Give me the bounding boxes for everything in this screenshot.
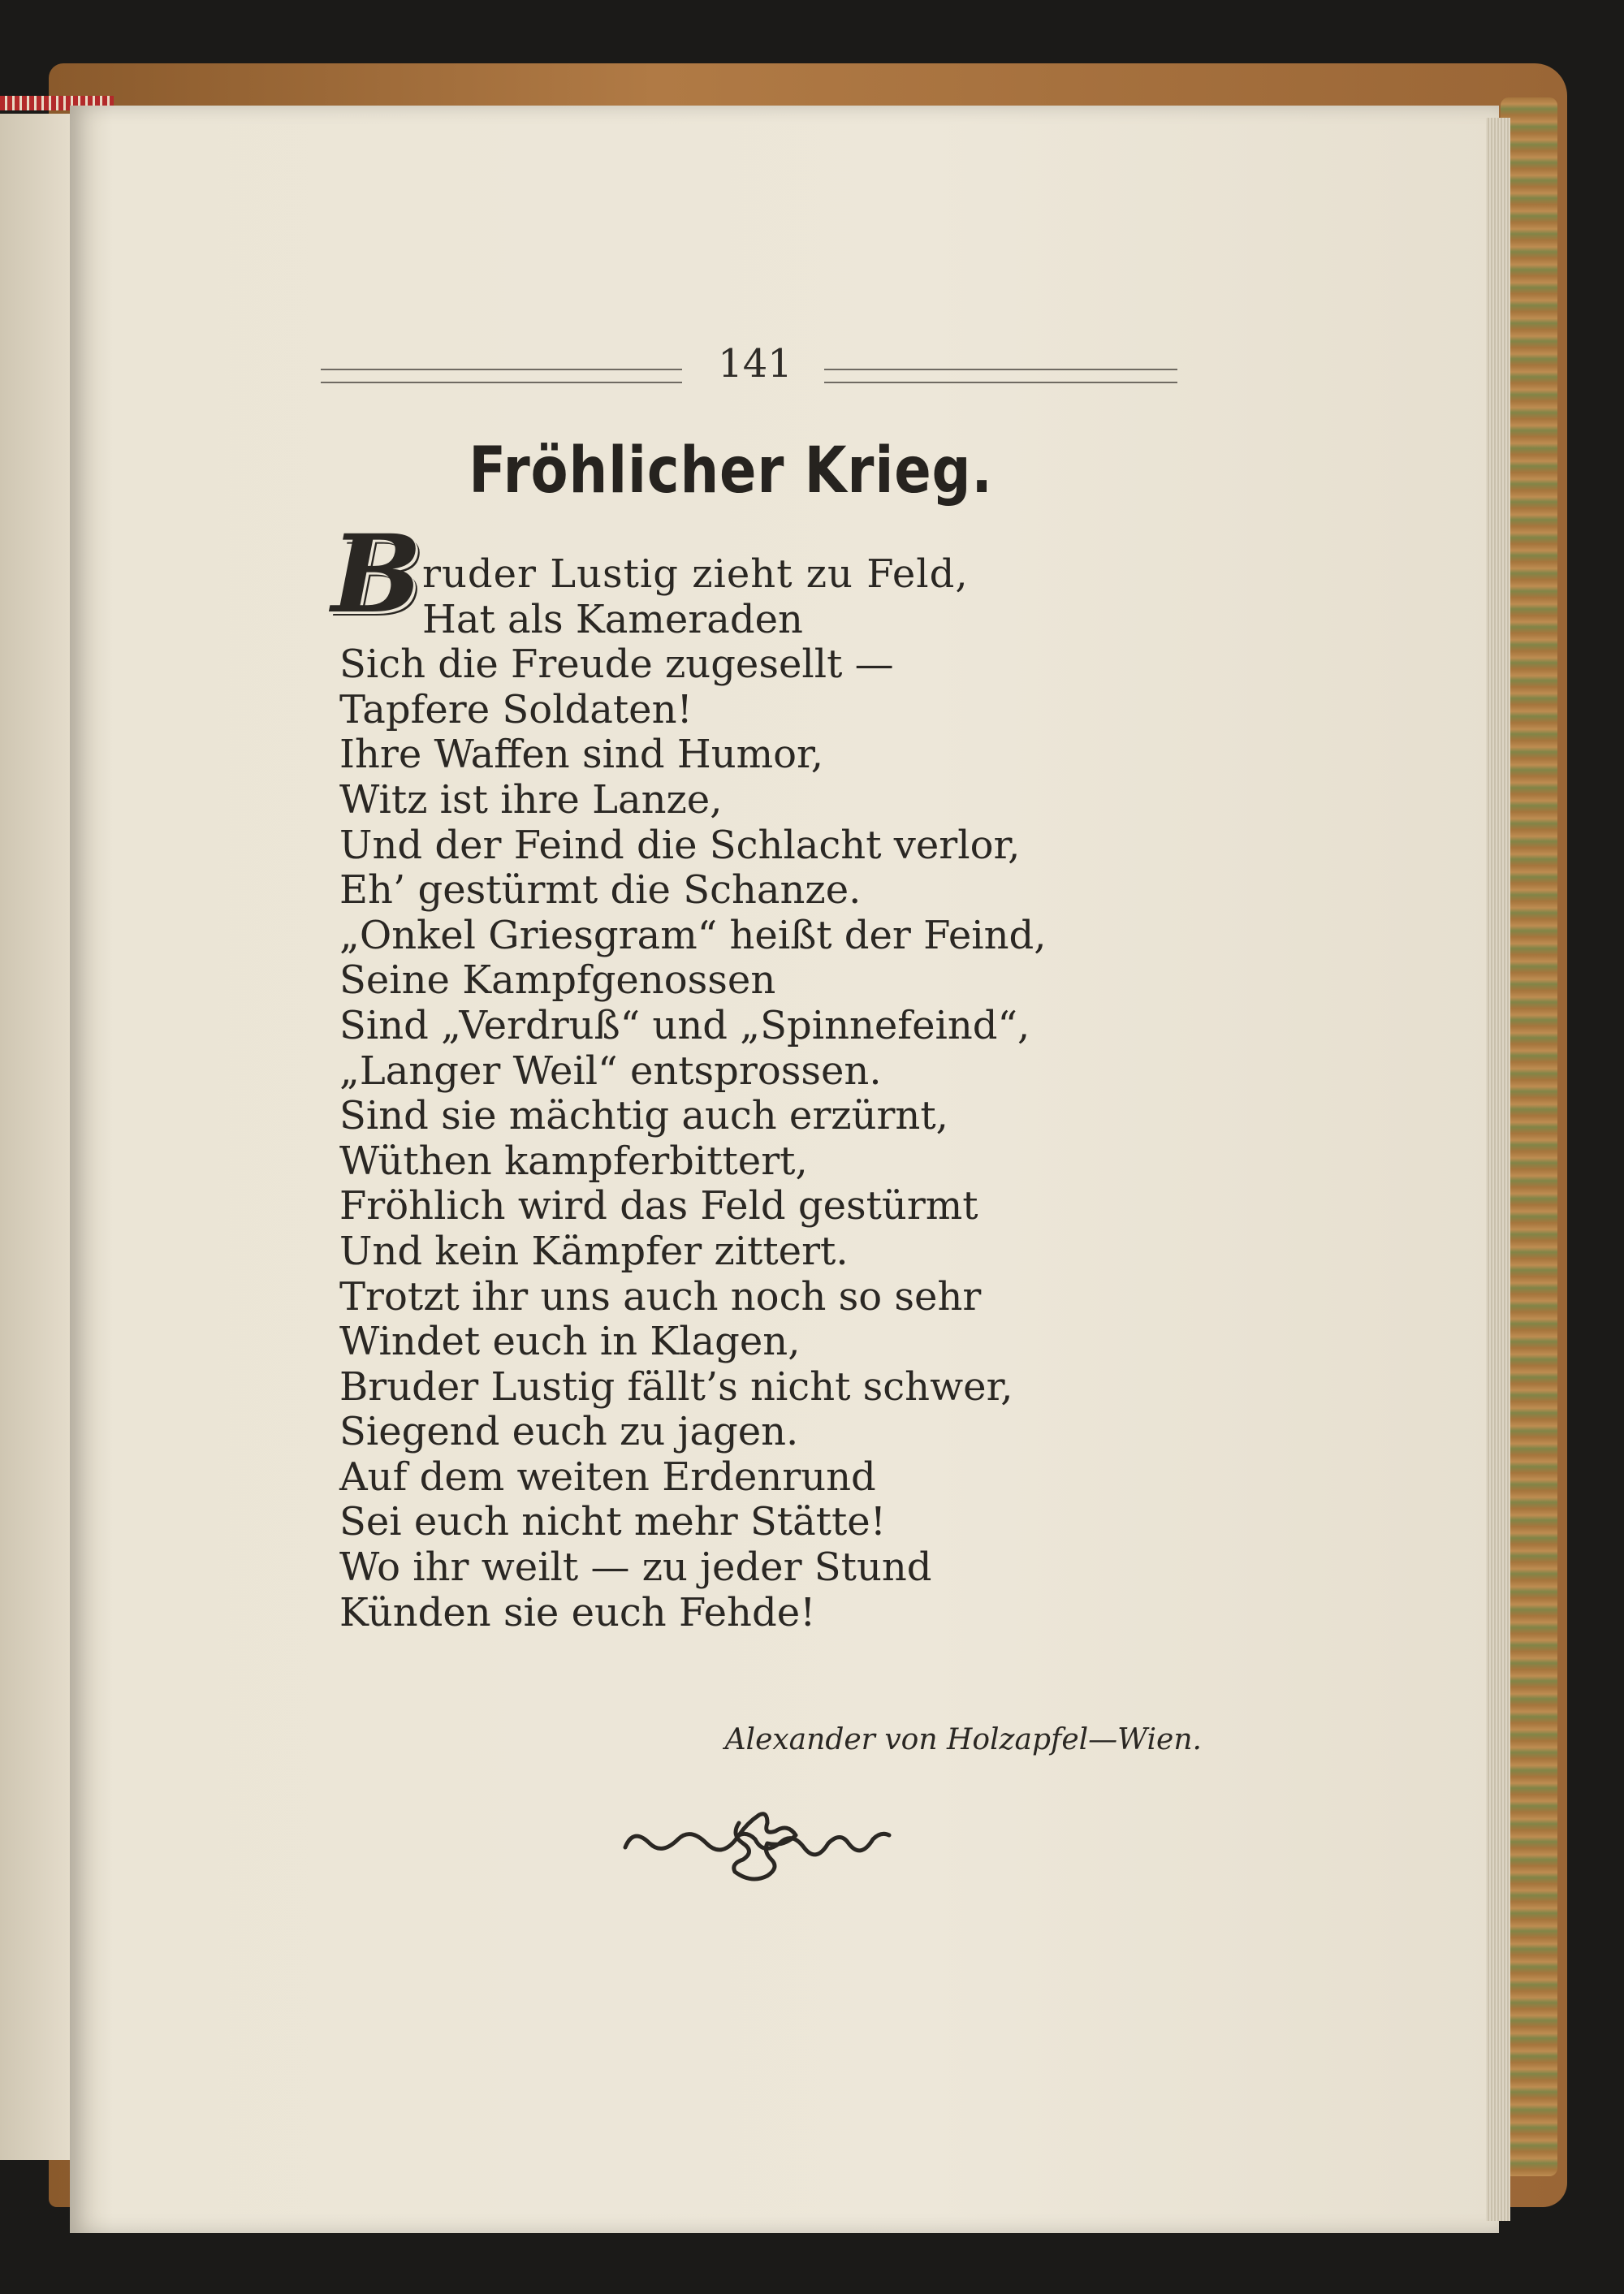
poem-line: Sind sie mächtig auch erzürnt, — [339, 1093, 948, 1139]
poem-line: Seine Kampfgenossen — [339, 957, 776, 1004]
poem-line: Wo ihr weilt — zu jeder Stund — [339, 1544, 932, 1591]
poem-line: Bruder Lustig fällt’s nicht schwer, — [339, 1363, 1013, 1410]
page-fore-edge — [1486, 118, 1510, 2221]
poem-line: „Onkel Griesgram“ heißt der Feind, — [339, 912, 1047, 958]
poem-line: Fröhlich wird das Feld gestürmt — [339, 1183, 978, 1229]
poem-line: Sind „Verdruß“ und „Spinnefeind“, — [339, 1002, 1030, 1048]
poem-line: ruder Lustig zieht zu Feld, — [422, 551, 969, 597]
poem-line: Sei euch nicht mehr Stätte! — [339, 1499, 886, 1545]
poem-line: Und kein Kämpfer zittert. — [339, 1228, 849, 1274]
page-number: 141 — [718, 341, 793, 387]
poem-line: Eh’ gestürmt die Schanze. — [339, 867, 862, 914]
poem-line: Ihre Waffen sind Humor, — [339, 732, 823, 778]
ornament-flourish-icon — [617, 1791, 918, 1920]
poem-line: Hat als Kameraden — [422, 596, 803, 642]
poem-line: Trotzt ihr uns auch noch so sehr — [339, 1273, 982, 1320]
poem-line: Auf dem weiten Erdenrund — [339, 1454, 876, 1500]
drop-cap: B — [331, 512, 422, 637]
poem-line: Und der Feind die Schlacht verlor, — [339, 822, 1021, 868]
poem-line: Wüthen kampferbittert, — [339, 1138, 808, 1184]
poem-line: „Langer Weil“ entsprossen. — [339, 1048, 882, 1094]
poem-body — [339, 552, 1233, 1635]
left-page-edge — [0, 114, 70, 2160]
header-rule-right — [824, 369, 1177, 383]
author-signature: Alexander von Holzapfel—Wien. — [724, 1723, 1202, 1756]
poem-line: Sich die Freude zugesellt — — [339, 642, 894, 688]
poem-line: Tapfere Soldaten! — [339, 686, 693, 732]
poem-title: Fröhlicher Krieg. — [469, 434, 993, 508]
poem-line: Witz ist ihre Lanze, — [339, 776, 723, 823]
poem-line: Künden sie euch Fehde! — [339, 1589, 816, 1635]
poem-line: Windet euch in Klagen, — [339, 1319, 801, 1365]
poem-line: Siegend euch zu jagen. — [339, 1409, 799, 1455]
header-rule-left — [321, 369, 682, 383]
